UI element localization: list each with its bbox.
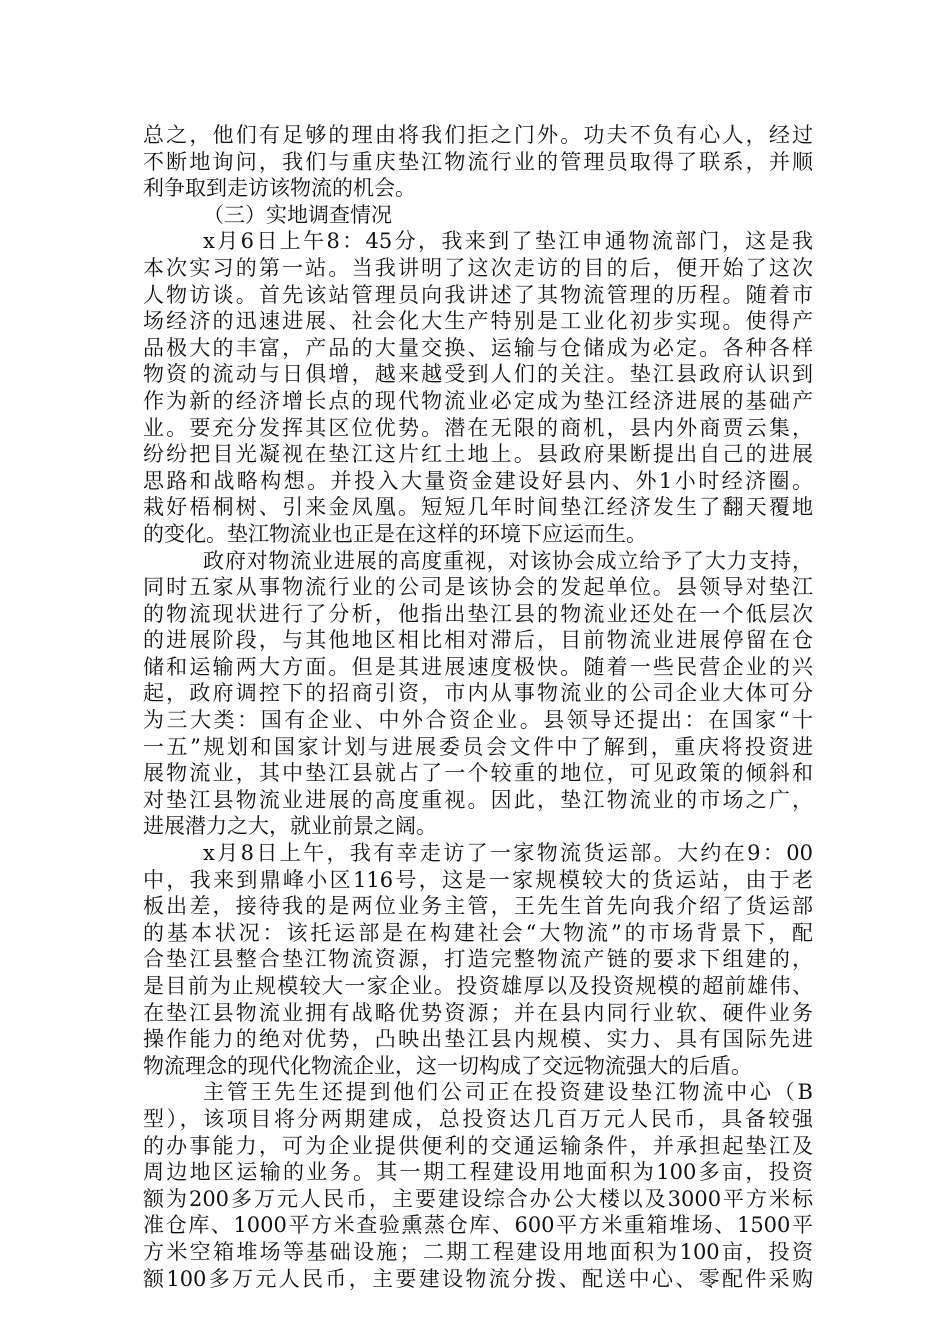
text-line: 一五”规划和国家计划与进展委员会文件中了解到，重庆将投资进 <box>143 734 813 759</box>
text-line: 展物流业，其中垫江县就占了一个较重的地位，可见政策的倾斜和 <box>143 761 813 786</box>
text-line: 总之，他们有足够的理由将我们拒之门外。功夫不负有心人，经过 <box>143 123 813 147</box>
text-line: 栽好梧桐树、引来金凤凰。短短几年时间垫江经济发生了翻天覆地 <box>143 495 813 520</box>
text-line: 同时五家从事物流行业的公司是该协会的发起单位。县领导对垫江 <box>143 575 813 600</box>
text-line: 在垫江县物流业拥有战略优势资源；并在县内同行业软、硬件业务 <box>143 1000 813 1025</box>
text-line: 合垫江县整合垫江物流资源，打造完整物流产链的要求下组建的， <box>143 947 813 972</box>
text-line: 操作能力的绝对优势，凸映出垫江县内规模、实力、具有国际先进 <box>143 1027 813 1052</box>
text-line: 的物流现状进行了分析，他指出垫江县的物流业还处在一个低层次 <box>143 601 813 626</box>
paragraph-visit-2 <box>143 840 813 1079</box>
text-line: 场经济的迅速进展、社会化大生产特别是工业化初步实现。使得产 <box>143 309 813 334</box>
text-line: 对垫江县物流业进展的高度重视。因此，垫江物流业的市场之广， <box>143 787 813 812</box>
document-body <box>143 122 813 1292</box>
text-line: 为三大类：国有企业、中外合资企业。县领导还提出：在国家“十 <box>143 708 813 733</box>
text-line: 政府对物流业进展的高度重视，对该协会成立给予了大力支持， <box>203 548 813 573</box>
section-heading-text: （三）实地调查情况 <box>203 202 392 227</box>
text-line: x月6日上午8：45分，我来到了垫江申通物流部门，这是我 <box>203 229 813 254</box>
paragraph-visit-1 <box>143 228 813 547</box>
text-line: 板出差，接待我的是两位业务主管，王先生首先向我介绍了货运部 <box>143 894 813 919</box>
text-line: 人物访谈。首先该站管理员向我讲述了其物流管理的历程。随着市 <box>143 282 813 307</box>
text-line: 起，政府调控下的招商引资，市内从事物流业的公司企业大体可分 <box>143 681 813 706</box>
text-line: 中，我来到鼎峰小区116号，这是一家规模较大的货运站，由于老 <box>143 867 813 892</box>
text-line: 的变化。垫江物流业也正是在这样的环境下应运而生。 <box>143 521 647 546</box>
text-line: 物流理念的现代化物流企业，这一切构成了交远物流强大的后盾。 <box>143 1053 752 1078</box>
text-line: 利争取到走访该物流的机会。 <box>143 176 416 201</box>
paragraph-intro-end <box>143 122 813 202</box>
text-line: 业。要充分发挥其区位优势。潜在无限的商机，县内外商贾云集， <box>143 415 813 440</box>
text-line: 方米空箱堆场等基础设施；二期工程建设用地面积为100亩，投资 <box>143 1239 813 1264</box>
paragraph-government <box>143 548 813 841</box>
text-line: 品极大的丰富，产品的大量交换、运输与仓储成为必定。各种各样 <box>143 335 813 360</box>
text-line: x月8日上午，我有幸走访了一家物流货运部。大约在9：00 <box>203 841 813 866</box>
text-line: 物资的流动与日俱增，越来越受到人们的关注。垫江县政府认识到 <box>143 362 813 387</box>
text-line: 主管王先生还提到他们公司正在投资建设垫江物流中心（B <box>203 1080 813 1105</box>
text-line: 本次实习的第一站。当我讲明了这次走访的目的后，便开始了这次 <box>143 255 813 280</box>
text-line: 准仓库、1000平方米查验熏蒸仓库、600平方米重箱堆场、1500平 <box>143 1213 813 1238</box>
text-line: 周边地区运输的业务。其一期工程建设用地面积为100多亩，投资 <box>143 1160 813 1185</box>
text-line: 储和运输两大方面。但是其进展速度极快。随着一些民营企业的兴 <box>143 654 813 679</box>
text-line: 思路和战略构想。并投入大量资金建设好县内、外1小时经济圈。 <box>143 468 813 493</box>
text-line: 是目前为止规模较大一家企业。投资雄厚以及投资规模的超前雄伟、 <box>143 974 813 998</box>
text-line: 纷纷把目光凝视在垫江这片红土地上。县政府果断提出自己的进展 <box>143 442 813 467</box>
text-line: 不断地询问，我们与重庆垫江物流行业的管理员取得了联系，并顺 <box>143 149 813 174</box>
text-line: 的基本状况：该托运部是在构建社会“大物流”的市场背景下，配 <box>143 920 813 945</box>
text-line: 额为200多万元人民币，主要建设综合办公大楼以及3000平方米标 <box>143 1186 813 1211</box>
text-line: 的办事能力，可为企业提供便利的交通运输条件，并承担起垫江及 <box>143 1133 813 1158</box>
paragraph-manager <box>143 1079 813 1292</box>
text-line: 作为新的经济增长点的现代物流业必定成为垫江经济进展的基础产 <box>143 388 813 413</box>
text-line: 型），该项目将分两期建成，总投资达几百万元人民币，具备较强 <box>143 1106 813 1131</box>
text-line: 进展潜力之大，就业前景之阔。 <box>143 814 437 839</box>
section-heading <box>143 202 813 229</box>
text-line: 额100多万元人民币，主要建设物流分拨、配送中心、零配件采购 <box>143 1266 813 1291</box>
text-line: 的进展阶段，与其他地区相比相对滞后，目前物流业进展停留在仓 <box>143 628 813 653</box>
